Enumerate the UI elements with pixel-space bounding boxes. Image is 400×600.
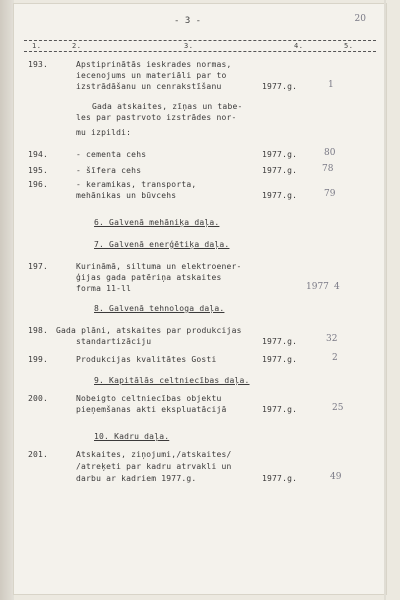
entry-text-line: izstrādāšanu un cenrakstīšanu — [76, 82, 222, 91]
entry-count: 2 — [332, 353, 338, 363]
entry-count: 1 — [328, 80, 334, 90]
header-col-5: 5. — [344, 42, 354, 50]
entry-count: 80 — [324, 148, 336, 158]
entry-number: 201. — [28, 450, 49, 459]
entry-text-line: standartizāciju — [76, 337, 152, 346]
entry-text-line: - keramikas, transporta, — [76, 180, 197, 189]
entry-year: 1977.g. — [262, 82, 298, 91]
binding-strip — [0, 0, 14, 600]
page-edge — [384, 0, 386, 600]
entry-number: 197. — [28, 262, 49, 271]
section-heading: 6. Galvenā mehāniķa daļa. — [94, 218, 220, 227]
entry-text-line: ģijas gada patēriņa atskaites — [76, 273, 222, 282]
entry-text-line: Gada plāni, atskaites par produkcijas — [56, 326, 242, 335]
entry-text-line: Gada atskaites, zīņas un tabe- — [92, 102, 243, 111]
entry-text-line: - cementa cehs — [76, 150, 147, 159]
entry-count: 79 — [324, 189, 336, 199]
entry-number: 200. — [28, 394, 49, 403]
section-heading: 10. Kadru daļa. — [94, 432, 170, 441]
entry-year: 1977.g. — [262, 474, 298, 483]
header-col-2: 2. — [72, 42, 82, 50]
entry-number: 193. — [28, 60, 49, 69]
page-number: - 3 - — [174, 16, 202, 26]
entry-text-line: Apstiprinātās ieskrades normas, — [76, 60, 232, 69]
entry-text-line: Kurināmā, siltuma un elektroener- — [76, 262, 242, 271]
entry-text-line: mehānikas un būvcehs — [76, 191, 177, 200]
header-col-1: 1. — [32, 42, 42, 50]
entry-text-line: pieņemšanas akti ekspluatācijā — [76, 405, 227, 414]
entry-count: 78 — [322, 164, 334, 174]
entry-count: 32 — [326, 334, 338, 344]
entry-text-line: iecenojums un materiāli par to — [76, 71, 227, 80]
section-heading: 8. Galvenā tehnologa daļa. — [94, 304, 225, 313]
entry-text-line: /atreķeti par kadru atrvakli un — [76, 462, 232, 471]
entry-text-line: Nobeigto celtniecības objektu — [76, 394, 222, 403]
entry-year: 1977.g. — [262, 150, 298, 159]
entry-text-line: Atskaites, ziņojumi,/atskaites/ — [76, 450, 232, 459]
corner-handwritten-mark: 20 — [354, 14, 366, 24]
entry-year: 1977.g. — [262, 355, 298, 364]
entry-count: 4 — [334, 282, 340, 292]
entry-number: 194. — [28, 150, 49, 159]
entry-text-line: darbu ar kadriem 1977.g. — [76, 474, 197, 483]
entry-count: 49 — [330, 472, 342, 482]
entry-count: 25 — [332, 403, 344, 413]
entry-year: 1977 — [306, 282, 329, 292]
entry-number: 195. — [28, 166, 49, 175]
entry-text-line: - šīfera cehs — [76, 166, 142, 175]
section-heading: 7. Galvenā enerģētiķa daļa. — [94, 240, 230, 249]
entry-year: 1977.g. — [262, 405, 298, 414]
document-page — [14, 4, 386, 594]
entry-year: 1977.g. — [262, 166, 298, 175]
section-heading: 9. Kapitālās celtniecības daļa. — [94, 376, 250, 385]
entry-year: 1977.g. — [262, 337, 298, 346]
header-col-4: 4. — [294, 42, 304, 50]
entry-text-line: les par pastrvoto izstrādes nor- — [76, 113, 237, 122]
header-col-3: 3. — [184, 42, 194, 50]
entry-number: 198. — [28, 326, 49, 335]
entry-text-line: forma 11-ll — [76, 284, 132, 293]
entry-year: 1977.g. — [262, 191, 298, 200]
entry-number: 199. — [28, 355, 49, 364]
entry-text-line: Produkcijas kvalitātes Gosti — [76, 355, 217, 364]
entry-number: 196. — [28, 180, 49, 189]
entry-text-line: mu izpildi: — [76, 128, 132, 137]
